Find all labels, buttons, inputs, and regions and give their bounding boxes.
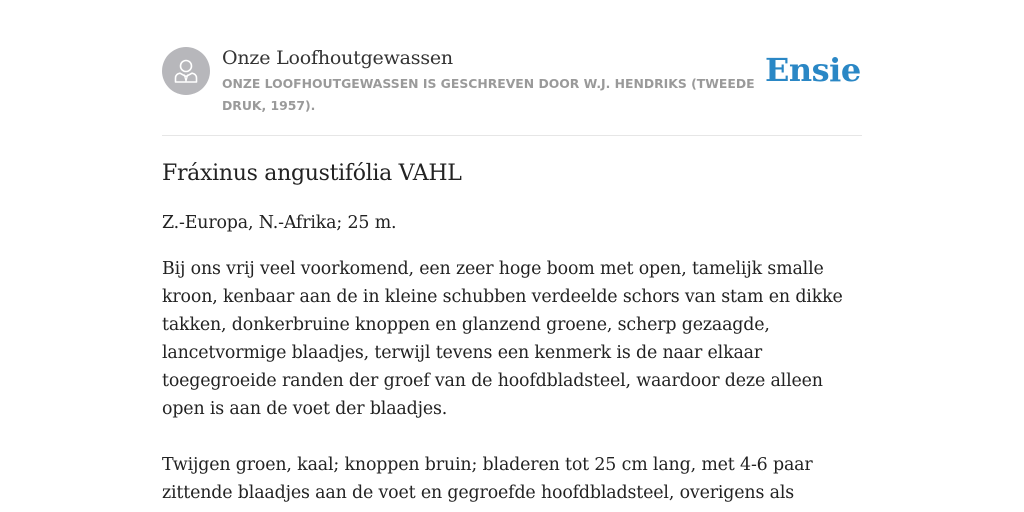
header-divider bbox=[162, 135, 862, 136]
article-region: Z.-Europa, N.-Afrika; 25 m. bbox=[162, 213, 397, 233]
article bbox=[162, 158, 862, 507]
book-title-link[interactable]: Onze Loofhoutgewassen bbox=[222, 47, 453, 69]
ensie-logo[interactable]: Ensie bbox=[765, 51, 861, 89]
article-paragraph: Twijgen groen, kaal; knoppen bruin; bladeren tot 25 cm lang, met 4-6 paar zittende blaadjes aan de voet en gegroefde hoofdbladsteel, overigens als bbox=[162, 455, 813, 503]
article-paragraph: Bij ons vrij veel voorkomend, een zeer hoge boom met open, tamelijk smalle kroon, kenbaar aan de in kleine schubben verdeelde schors van stam en dikke takken, donkerbruine knoppen en glanzend groene, scherp gezaagde, lancetvormige blaadjes, terwijl tevens een kenmerk is de naar elkaar toegegroeide randen der groef van de hoofdbladsteel, waardoor deze alleen open is aan de voet der blaadjes. bbox=[162, 259, 843, 419]
book-header bbox=[162, 44, 862, 116]
user-avatar-icon bbox=[162, 47, 210, 95]
article-title: Fráxinus angustifólia VAHL bbox=[162, 161, 462, 186]
book-description: ONZE LOOFHOUTGEWASSEN IS GESCHREVEN DOOR W.J. HENDRIKS (TWEEDE DRUK, 1957). bbox=[222, 76, 755, 113]
